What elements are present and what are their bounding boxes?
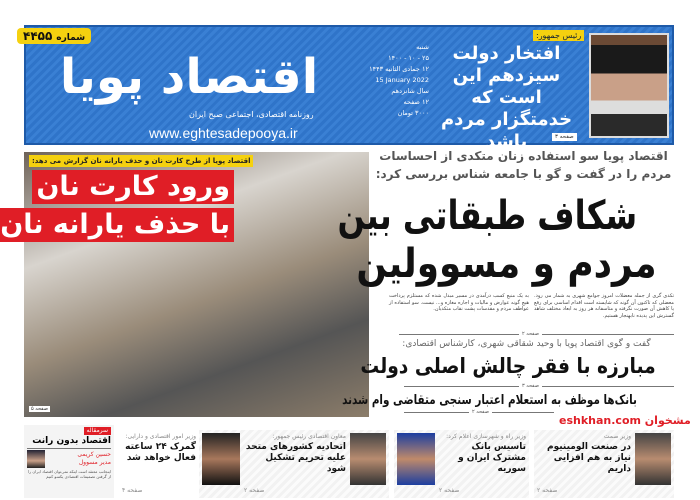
box-text bbox=[245, 433, 347, 495]
president-headline[interactable]: افتخار دولت سیزدهم این است که خدمتگزار مردم باشد bbox=[441, 43, 574, 152]
news-box-vp[interactable] bbox=[200, 430, 390, 498]
minister-photo bbox=[203, 433, 241, 485]
box-text bbox=[123, 433, 197, 495]
editorial-role: مدیر مسوول bbox=[79, 459, 112, 466]
news-box-industry[interactable] bbox=[535, 430, 675, 498]
page-count: ۱۲ صفحه bbox=[404, 98, 430, 106]
box-headline: اتحادیه کشورهای متحد علیه تحریم تشکیل شود bbox=[246, 442, 347, 474]
editorial-box[interactable] bbox=[25, 425, 115, 498]
watermark: مشخوان eshkhan.com bbox=[560, 414, 692, 427]
photo-story-headline-1[interactable]: ورود کارت نان bbox=[33, 170, 235, 204]
minister-photo bbox=[398, 433, 436, 485]
date-info bbox=[345, 42, 430, 119]
official-photo bbox=[351, 433, 387, 485]
photo-page-ref: صفحه ۵ bbox=[32, 406, 49, 412]
box-headline: تاسیس بانک مشترک ایران و سوریه bbox=[459, 442, 527, 474]
box-page-ref: صفحه ۴ bbox=[123, 487, 144, 494]
news-box-roads[interactable] bbox=[395, 430, 530, 498]
second-headline[interactable] bbox=[361, 352, 675, 380]
second-page-ref: صفحه ۳ bbox=[520, 383, 543, 390]
issue-number: ۴۴۵۵ bbox=[24, 29, 54, 43]
third-page-ref: صفحه ۲ bbox=[470, 409, 493, 416]
editorial-label: سرمقاله bbox=[85, 427, 112, 435]
tagline: روزنامه اقتصادی، اجتماعی صبح ایران bbox=[190, 110, 315, 119]
lead-headline-line-1-wrap bbox=[338, 192, 675, 240]
website-url[interactable]: www.eghtesadepooya.ir bbox=[150, 125, 299, 141]
date-solar: ۲۵ - ۱۰ - ۱۴۰۰ bbox=[389, 54, 430, 62]
logo-text: اقتصاد پویا bbox=[60, 49, 320, 105]
weekday: شنبه bbox=[417, 43, 430, 51]
news-box-finance[interactable] bbox=[120, 430, 200, 498]
volume: سال شانزدهم bbox=[392, 87, 430, 95]
third-headline[interactable] bbox=[343, 392, 675, 409]
second-kicker bbox=[380, 338, 675, 350]
second-headline-text: مبارزه با فقر چالش اصلی دولت bbox=[361, 354, 657, 378]
second-kicker-text: گفت و گوی اقتصاد پویا با وحید شقاقی شهری، کارشناس اقتصادی: bbox=[403, 339, 652, 349]
lead-headline-line-2: مردم و مسوولین bbox=[357, 241, 658, 287]
box-kicker: وزیر امور اقتصادی و دارایی: bbox=[126, 433, 197, 440]
box-text bbox=[440, 433, 527, 495]
editorial-author: حسین کریمی bbox=[78, 451, 112, 458]
author-photo bbox=[28, 450, 46, 468]
lead-headline-line-2-wrap bbox=[357, 240, 675, 288]
date-lunar: ۱۲ جمادی الثانیه ۱۴۴۳ bbox=[370, 65, 430, 73]
editorial-headline: اقتصاد بدون رانت bbox=[28, 436, 112, 449]
box-kicker: وزیر صمت bbox=[604, 433, 632, 440]
box-kicker: وزیر راه و شهرسازی اعلام کرد: bbox=[447, 433, 527, 440]
president-photo bbox=[590, 33, 670, 138]
date-gregorian: 15 January 2022 bbox=[376, 76, 430, 84]
lead-body-column-1: تکدی گری از جمله معضلات امروز جوامع شهری به شمار می رود. معضلی که تاکنون آن گونه که شایسته است اقدام اساسی برای رفع یا کاهش آن صورت نگرفته و متاسفانه هر روز به ابعاد مختلف شاهد گسترش این پدیده نابهنجار هستیم. bbox=[535, 293, 675, 319]
box-headline: گمرک ۲۴ ساعته فعال خواهد شد bbox=[126, 442, 197, 463]
lead-headline[interactable] bbox=[338, 192, 675, 288]
box-page-ref: صفحه ۲ bbox=[245, 487, 266, 494]
president-page-ref: صفحه ۳ bbox=[553, 133, 578, 141]
third-headline-text: بانک‌ها موظف به استعلام اعتبار سنجی متقاضی وام شدند bbox=[343, 393, 638, 408]
editorial-text: اینجانب معتقد است اینکه نمی‌توان اقتصاد ایران را از گرفتن تصمیمات اقتصادی یکسو کنیم bbox=[29, 469, 112, 479]
photo-story-kicker: اقتصاد پویا از طرح کارت نان و حذف یارانه نان گزارش می دهد: bbox=[30, 155, 254, 167]
lead-body-column-2: به یک منبع کسب درآمدی در مسیر مبدل شده که مستلزم پرداخت هیچ گونه عوارض و مالیات و اجاره مغازه و... نیست. سو استفاده از عواطف مردم و مقدسات پشت نقاب متکدیان. bbox=[390, 293, 530, 312]
issue-badge bbox=[18, 28, 92, 44]
box-page-ref: صفحه ۲ bbox=[440, 487, 461, 494]
lead-kicker: اقتصاد پویا سو استفاده زنان متکدی از احساسات مردم را در گفت و گو با جامعه شناس بررسی کرد: bbox=[376, 149, 673, 181]
newspaper-logo bbox=[45, 46, 335, 108]
president-label: رئیس جمهور: bbox=[534, 30, 585, 41]
price: ۳۰۰۰ تومان bbox=[398, 109, 430, 117]
box-kicker: معاون اقتصادی رئیس جمهور: bbox=[273, 433, 347, 440]
lead-page-ref: صفحه ۲ bbox=[520, 331, 543, 338]
photo-story-headline-2[interactable]: با حذف یارانه نان bbox=[0, 208, 235, 242]
box-text bbox=[538, 433, 632, 495]
box-headline: در صنعت الومینیوم نیاز به هم افزایی داریم bbox=[548, 442, 632, 474]
minister-photo bbox=[636, 433, 672, 485]
lead-headline-line-1: شکاف طبقاتی بین bbox=[338, 193, 639, 239]
issue-label: شماره bbox=[57, 33, 87, 43]
box-page-ref: صفحه ۲ bbox=[538, 487, 559, 494]
